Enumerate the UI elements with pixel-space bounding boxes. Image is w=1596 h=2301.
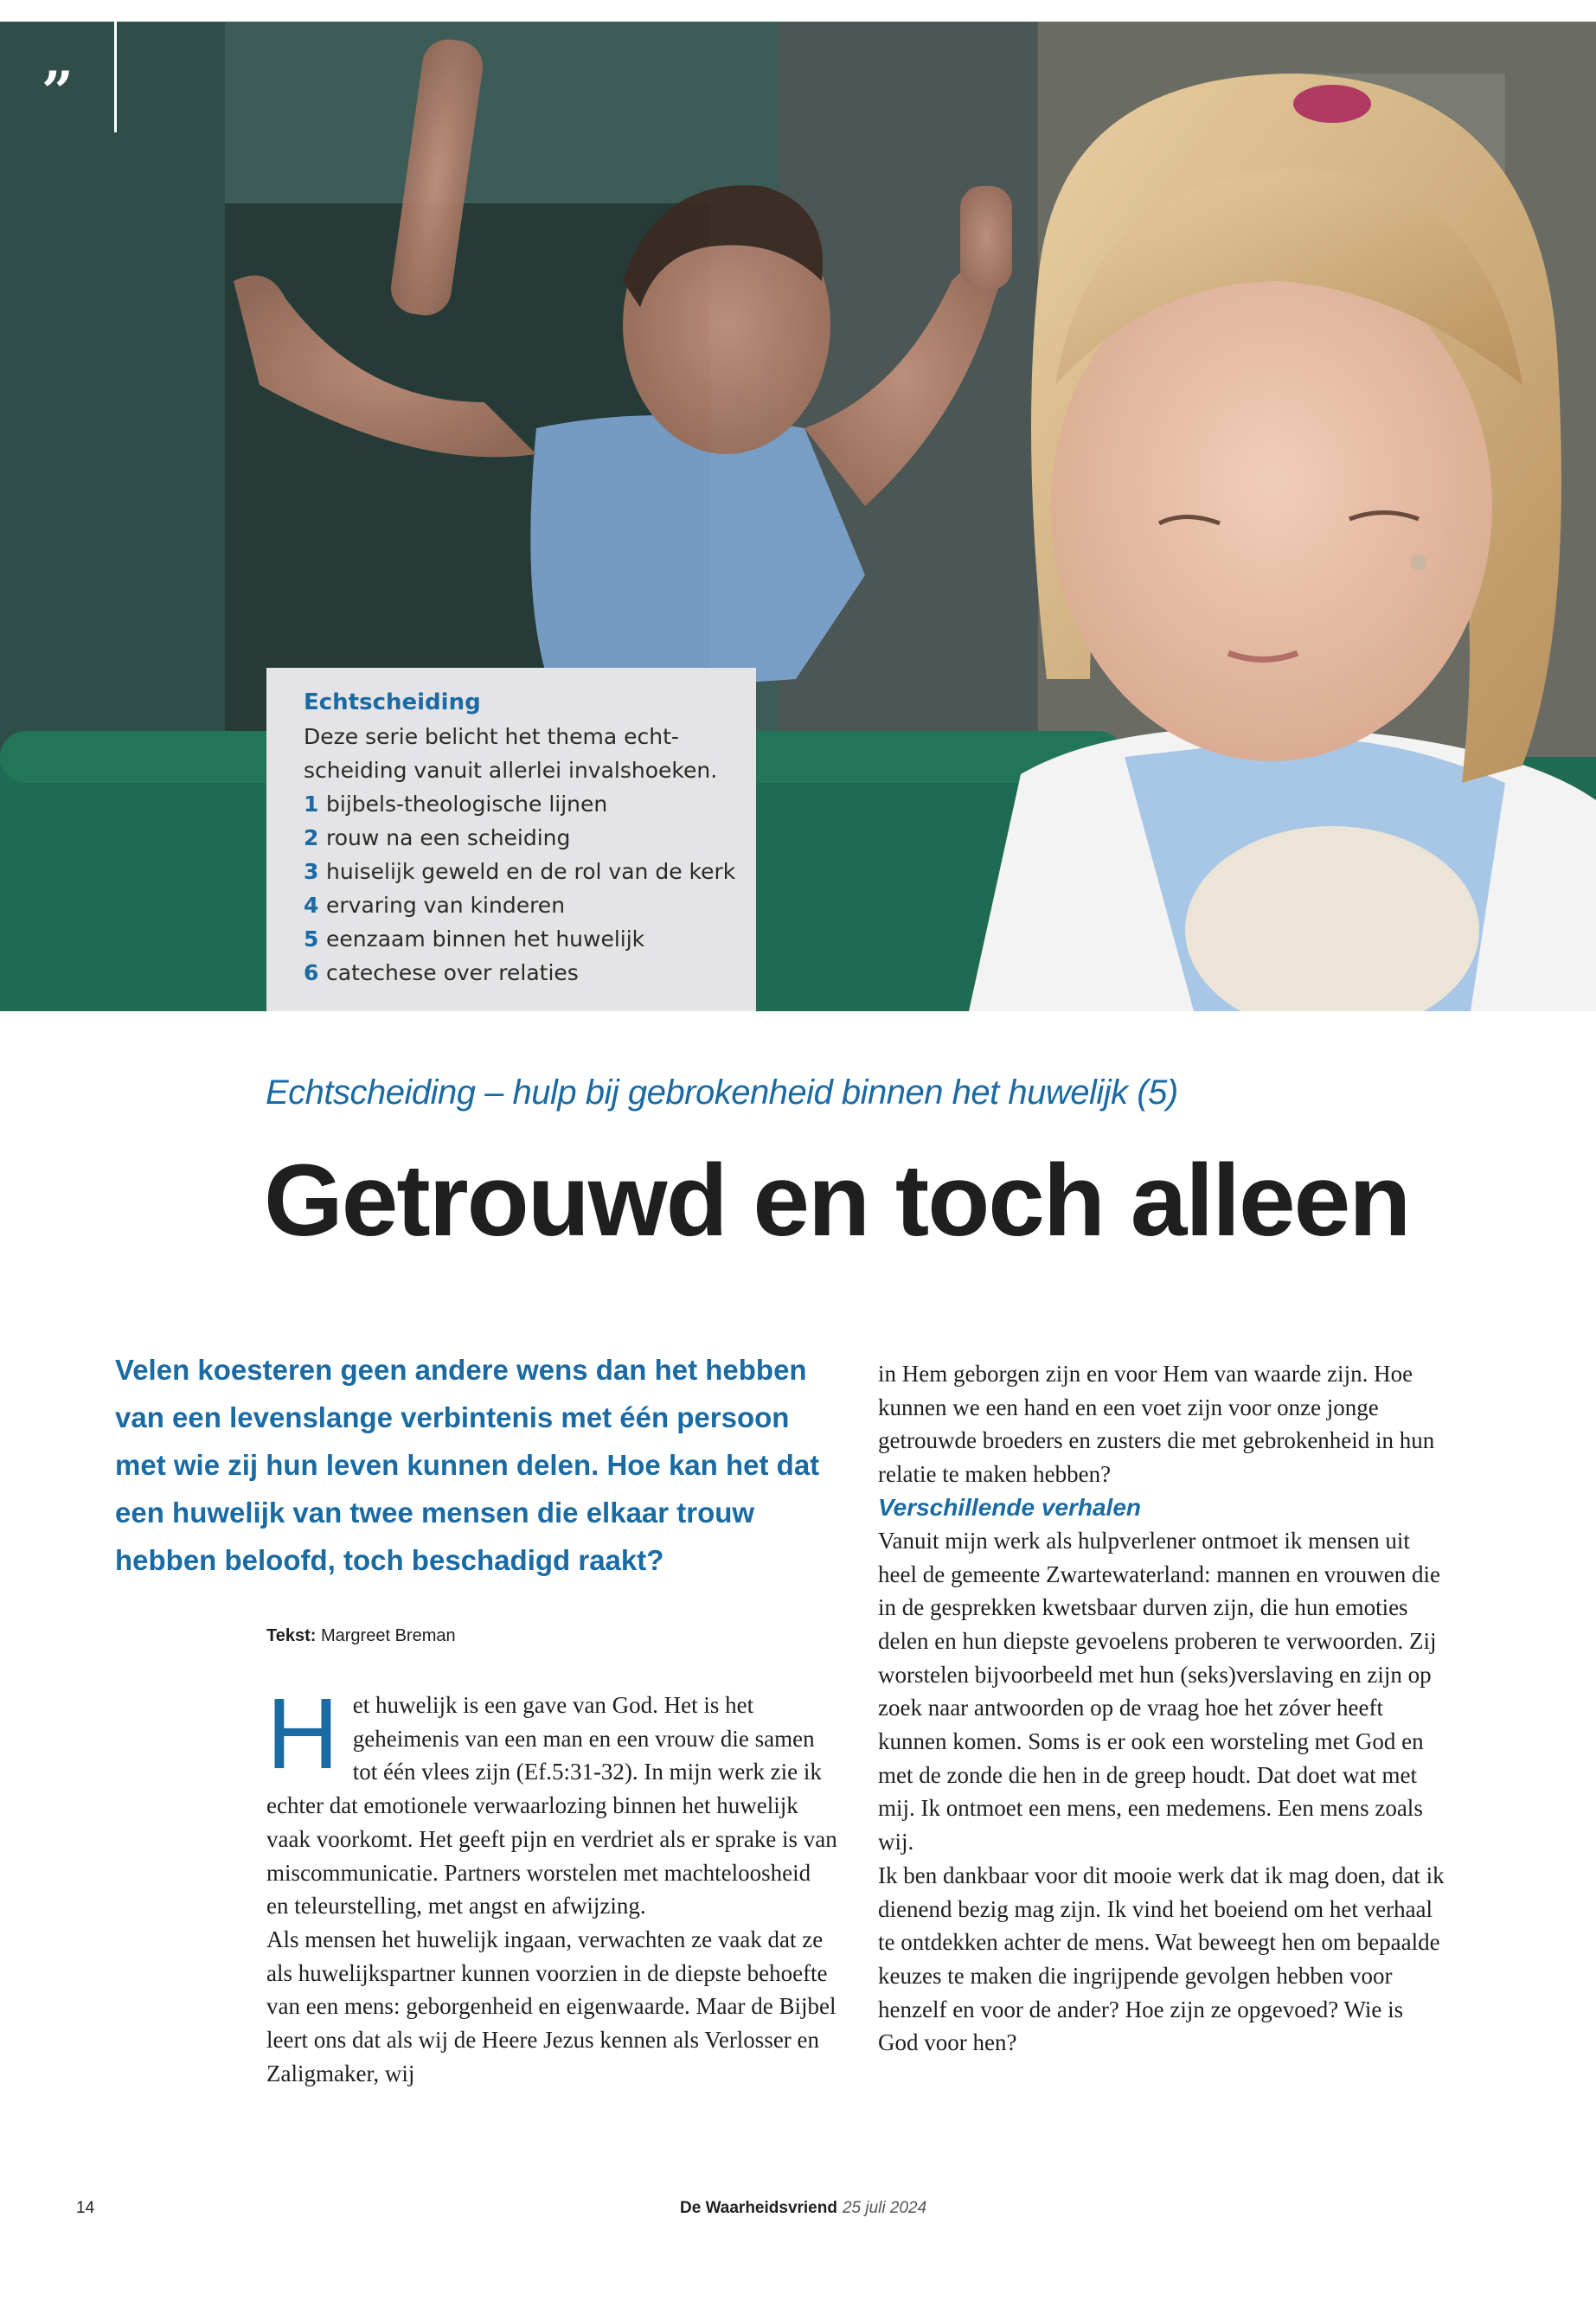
series-intro-line-1: Deze serie belicht het thema echt- — [304, 724, 679, 749]
series-item: 2 rouw na een scheiding — [304, 825, 571, 850]
article-kicker: Echtscheiding – hulp bij gebrokenheid binnen het huwelijk (5) — [266, 1074, 1178, 1112]
series-info-box — [266, 668, 756, 1011]
article-column-2 — [878, 1357, 1449, 2060]
drop-cap: H — [266, 1677, 339, 1790]
series-intro-line-2: scheiding vanuit allerlei invalshoeken. — [304, 758, 718, 783]
series-item: 4 ervaring van kinderen — [304, 893, 566, 918]
publication-name: De Waarheidsvriend — [680, 2199, 837, 2217]
series-list — [304, 787, 756, 990]
page-footer — [680, 2199, 926, 2218]
series-title: Echtscheiding — [304, 689, 481, 715]
quote-divider — [114, 22, 117, 132]
article-intro: Velen koesteren geen andere wens dan het hebben van een levenslange verbintenis met één persoon met wie zij hun leven kunnen delen. Hoe kan het dat een huwelijk van twee mensen die elkaar trouw hebben beloofd, toch beschadigd raakt? — [115, 1354, 820, 1576]
series-item: 6 catechese over relaties — [304, 960, 579, 985]
hero-photo — [0, 22, 1596, 1011]
page-number: 14 — [76, 2199, 95, 2217]
publication-date: 25 juli 2024 — [842, 2199, 927, 2217]
series-item: 1 bijbels-theologische lijnen — [304, 792, 608, 817]
paragraph-1: et huwelijk is een gave van God. Het is het geheimenis van een man en een vrouw die samen tot één vlees zijn (Ef.5:31-32). In mijn werk zie ik echter dat emotionele verwaarlozing binnen het huwelijk vaak voorkomt. Het geeft pijn en verdriet als er sprake is van miscommunicatie. Partners worstelen met machteloosheid en teleurstelling, met angst en afwijzing. — [266, 1692, 837, 1920]
byline-author: Margreet Breman — [320, 1626, 456, 1645]
hero-illustration — [0, 22, 1596, 1011]
article-column-1 — [266, 1677, 837, 2090]
paragraph-2: Als mensen het huwelijk ingaan, verwachten ze vaak dat ze als huwelijkspartner kunnen voorzien in de diepste behoefte van een mens: geborgenheid en eigenwaarde. Maar de Bijbel leert ons dat als wij de Heere Jezus kennen als Verlosser en Zaligmaker, wij — [266, 1926, 836, 2086]
article-title: Getrouwd en toch alleen — [264, 1144, 1410, 1258]
paragraph-4: Vanuit mijn werk als hulpverlener ontmoet ik mensen uit heel de gemeente Zwartewaterland: mannen en vrouwen die in de gesprekken kwetsbaar durven zijn, die hun emoties delen en hun diepste gevoelens proberen te verwoorden. Zij worstelen bijvoorbeeld met hun (seks)verslaving en zijn op zoek naar antwoorden op de vraag hoe het zóver heeft kunnen komen. Soms is er ook een worsteling met God en met de zonde die hen in de greep houdt. Dat doet wat met mij. Ik ontmoet een mens, een medemens. Een mens zoals wij. — [878, 1527, 1440, 1856]
quote-mark-icon: ” — [42, 60, 74, 125]
byline-label: Tekst: — [266, 1626, 317, 1645]
series-item: 3 huiselijk geweld en de rol van de kerk — [304, 859, 736, 884]
byline — [266, 1626, 456, 1646]
paragraph-3: in Hem geborgen zijn en voor Hem van waarde zijn. Hoe kunnen we een hand en een voet zijn voor onze jonge getrouwde broeders en zusters die met gebrokenheid in hun relatie te maken hebben? — [878, 1361, 1435, 1488]
subheading: Verschillende verhalen — [878, 1493, 1141, 1521]
paragraph-5: Ik ben dankbaar voor dit mooie werk dat ik mag doen, dat ik dienend bezig mag zijn. Ik vind het boeiend om het verhaal te ontdekken achter de mens. Wat beweegt hen om bepaalde keuzes te maken die ingrijpende gevolgen hebben voor henzelf en voor de ander? Hoe zijn ze opgevoed? Wie is God voor hen? — [878, 1862, 1445, 2056]
series-item: 5 eenzaam binnen het huwelijk — [304, 926, 645, 952]
